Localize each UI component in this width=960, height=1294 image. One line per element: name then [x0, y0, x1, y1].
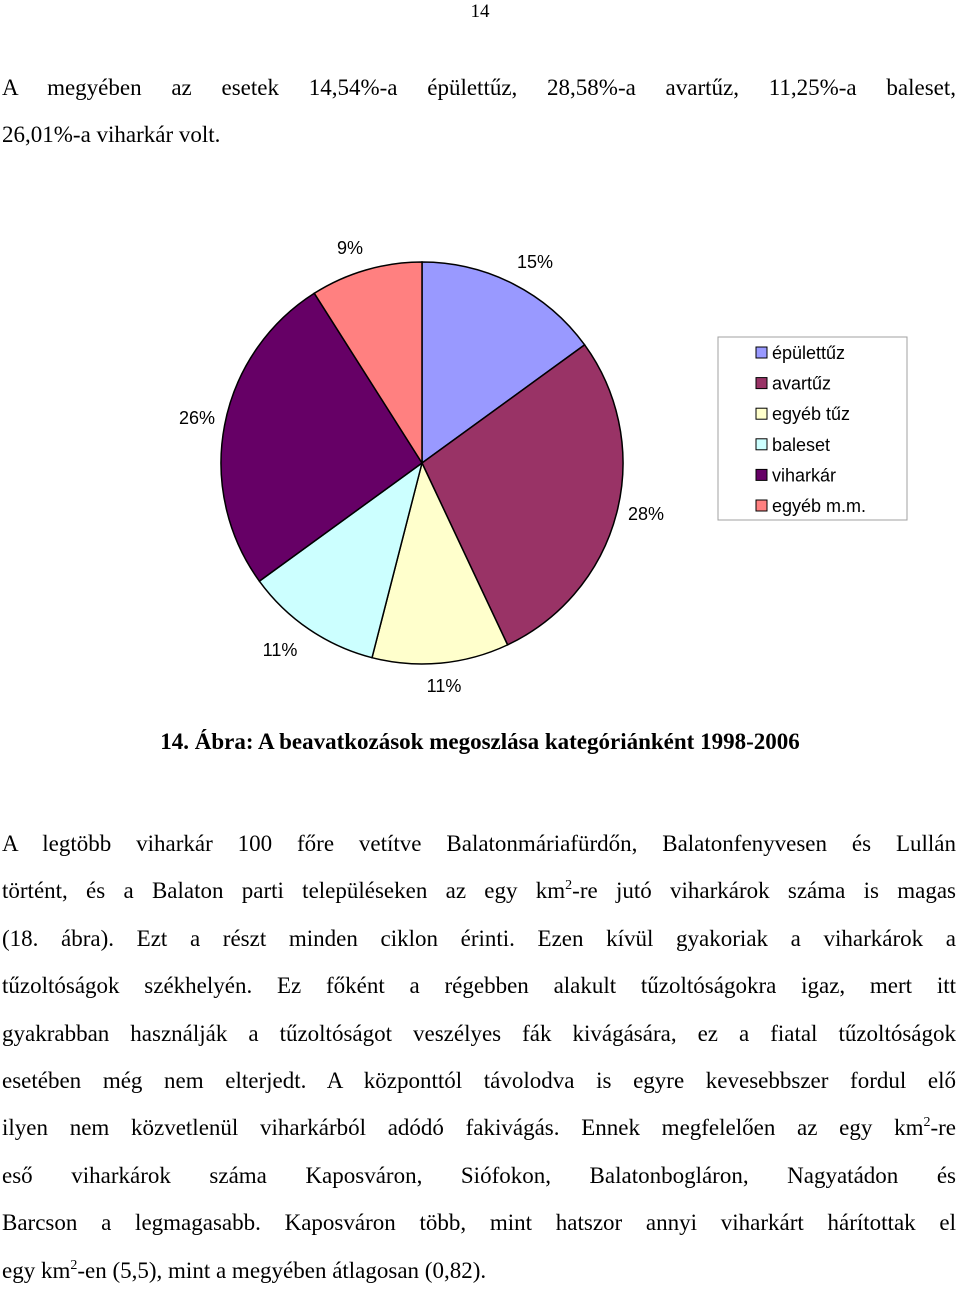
slice-percent-label: 15%	[516, 252, 554, 272]
text-line: eső viharkárok száma Kaposváron, Siófokon, Balatonbogláron, Nagyatádon és	[2, 1162, 956, 1188]
figure-caption: 14. Ábra: A beavatkozások megoszlása kategóriánként 1998-2006	[160, 729, 800, 754]
superscript: 2	[565, 878, 573, 894]
text-line: esetében még nem elterjedt. A központtól távolodva is egyre kevesebbszer fordul elő	[2, 1068, 956, 1094]
slice-percent-label: 11%	[426, 676, 462, 696]
text-line: A legtöbb viharkár 100 főre vetítve Balatonmáriafürdőn, Balatonfenyvesen és Lullán	[2, 831, 956, 856]
text-line: tűzoltóságok székhelyén. Ez főként a régebben alakult tűzoltóságokra igaz, mert itt	[2, 973, 956, 999]
slice-percent-label: 9%	[336, 238, 364, 258]
slice-percent-label: 26%	[178, 408, 216, 428]
legend-swatch	[756, 500, 767, 511]
legend-label: baleset	[772, 434, 831, 455]
text-line: Barcson a legmagasabb. Kaposváron több, mint hatszor annyi viharkárt hárítottak el	[2, 1210, 956, 1236]
legend-label: viharkár	[772, 465, 837, 486]
slice-percent-label: 11%	[262, 640, 298, 660]
text-line: (18. ábra). Ezt a részt minden ciklon érinti. Ezen kívül gyakoriak a viharkárok a	[2, 925, 956, 951]
pie-chart	[0, 220, 960, 710]
text-line	[2, 1104, 956, 1151]
page-number: 14	[470, 1, 490, 22]
legend-label: avartűz	[772, 373, 832, 394]
intro-paragraph	[2, 64, 956, 159]
legend-swatch	[756, 408, 767, 419]
text-line: A megyében az esetek 14,54%-a épülettűz, 28,58%-a avartűz, 11,25%-a baleset,	[2, 75, 956, 100]
text-segment: -re	[930, 1115, 956, 1141]
pie-slices	[221, 262, 623, 664]
text-line: 26,01%-a viharkár volt.	[2, 122, 221, 148]
pie-chart-svg	[0, 220, 960, 710]
text-segment: -re jutó viharkárok száma is magas	[572, 878, 956, 904]
text-segment: egy km	[2, 1257, 71, 1283]
superscript: 2	[70, 1257, 78, 1273]
legend-label: egyéb tűz	[772, 404, 851, 425]
text-segment: történt, és a Balaton parti településeken az egy km	[2, 878, 566, 904]
legend-swatch	[756, 347, 767, 358]
text-line	[2, 1247, 956, 1294]
legend-swatch	[756, 378, 767, 389]
text-line	[2, 867, 956, 914]
body-paragraph	[2, 820, 956, 1294]
legend-box	[718, 337, 907, 520]
slice-percent-label: 28%	[627, 504, 665, 524]
text-line: gyakrabban használják a tűzoltóságot veszélyes fák kivágására, ez a fiatal tűzoltóságok	[2, 1020, 956, 1046]
superscript: 2	[923, 1115, 931, 1131]
text-segment: -en (5,5), mint a megyében átlagosan (0,82).	[77, 1257, 487, 1283]
text-segment: ilyen nem közvetlenül viharkárból adódó fakivágás. Ennek megfelelően az egy km	[2, 1115, 924, 1141]
legend-label: épülettűz	[772, 343, 846, 363]
legend	[718, 337, 907, 520]
legend-swatch	[756, 469, 767, 480]
legend-label: egyéb m.m.	[772, 496, 867, 516]
legend-swatch	[756, 439, 767, 450]
